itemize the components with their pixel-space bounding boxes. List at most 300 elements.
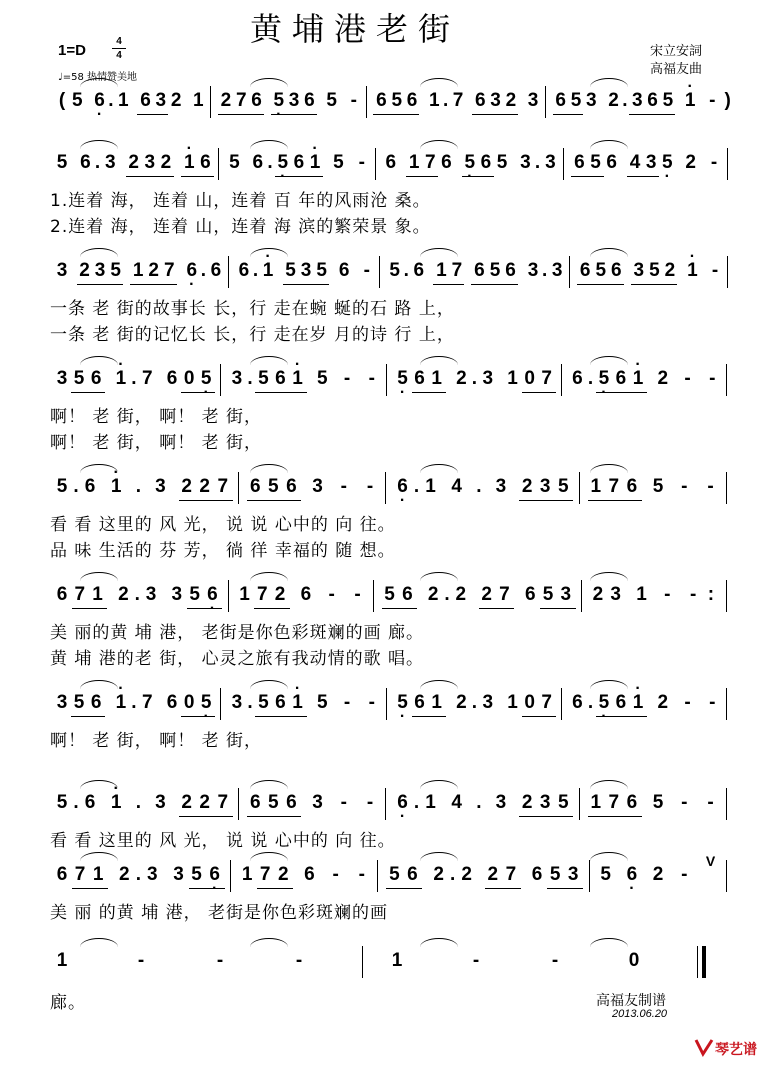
- note: 7: [505, 864, 517, 885]
- note: 5 ·: [275, 150, 291, 176]
- beam: [606, 500, 642, 501]
- note: 7: [425, 152, 436, 173]
- dash: -: [709, 368, 716, 389]
- bar-line: [385, 472, 386, 504]
- note: 6: [300, 584, 312, 605]
- beam: [433, 284, 464, 285]
- dash: -: [368, 692, 375, 713]
- dot: .: [622, 90, 628, 111]
- note: 6 ·: [395, 474, 411, 500]
- note: 3: [495, 792, 507, 813]
- lyric-line: 啊！ 老 街， 啊！ 老 街，: [50, 731, 263, 751]
- note: 1: [132, 260, 144, 281]
- slur: [80, 852, 118, 861]
- note: 7: [541, 368, 552, 389]
- note: 7: [259, 864, 271, 885]
- note: 7: [499, 584, 510, 605]
- note: 5: [389, 864, 400, 885]
- bar-line: [362, 946, 363, 978]
- note: 6: [385, 152, 397, 173]
- note: 3: [56, 260, 68, 281]
- note: 5 ·: [395, 366, 411, 392]
- beam: [71, 716, 105, 717]
- beam: [547, 888, 583, 889]
- note: 6: [572, 368, 583, 389]
- note: 6 ·: [624, 862, 640, 888]
- dot: .: [252, 260, 259, 281]
- note: 3: [490, 90, 501, 111]
- bar-line: [220, 688, 221, 720]
- note: 6: [166, 692, 178, 713]
- note: 3: [173, 864, 184, 885]
- dash: -: [709, 90, 716, 111]
- dot: .: [476, 792, 482, 813]
- note: 6 ·: [184, 258, 200, 284]
- bar-line: [386, 688, 387, 720]
- lyric-line: 一条 老 街的记忆长 长，行 走在岁 月的诗 行 上，: [50, 325, 455, 345]
- notation-symbol: ): [724, 90, 731, 111]
- bar-line: [386, 364, 387, 396]
- note: 6: [286, 792, 297, 813]
- note: 2: [277, 864, 289, 885]
- note: 5 ·: [462, 150, 478, 176]
- breath-mark: V: [705, 853, 716, 869]
- note: 5: [542, 584, 554, 605]
- note: 6: [626, 792, 638, 813]
- note: 3: [56, 692, 68, 713]
- note: 2: [220, 90, 232, 111]
- note: 4: [451, 476, 462, 497]
- note: 6 ·: [207, 862, 223, 888]
- note: · 1: [260, 258, 276, 284]
- note: 1: [239, 584, 250, 605]
- dash: -: [684, 692, 691, 713]
- lyric-line: 一条 老 街的故事长 长，行 走在蜿 蜒的石 路 上，: [50, 299, 455, 319]
- beam: [553, 114, 584, 115]
- note: 6: [80, 152, 91, 173]
- dot: .: [534, 152, 541, 173]
- dot: .: [247, 368, 253, 389]
- beam: [137, 114, 168, 115]
- dash: -: [358, 864, 365, 885]
- note: 3: [147, 864, 158, 885]
- note: 2: [199, 792, 210, 813]
- beam: [382, 608, 418, 609]
- dot: .: [471, 692, 478, 713]
- beam: [571, 176, 603, 177]
- note: 5: [56, 476, 68, 497]
- dash: -: [707, 792, 714, 813]
- dash: -: [472, 950, 480, 971]
- note: 0: [183, 692, 195, 713]
- note: 6: [441, 152, 452, 173]
- note: · 1: [290, 366, 306, 392]
- note: 5 ·: [596, 366, 612, 392]
- slur: [590, 780, 628, 789]
- dash: -: [354, 584, 361, 605]
- note: 2: [199, 476, 210, 497]
- beam: [272, 392, 306, 393]
- beam: [197, 816, 233, 817]
- beam: [272, 716, 306, 717]
- beam: [613, 392, 647, 393]
- note: 3: [105, 152, 116, 173]
- bar-line: [727, 256, 728, 288]
- note: 6: [84, 476, 96, 497]
- note: 1: [391, 950, 403, 971]
- beam: [540, 608, 576, 609]
- note: 5: [110, 260, 121, 281]
- note: 1: [56, 950, 68, 971]
- dot: .: [108, 90, 114, 111]
- note: 3: [539, 792, 551, 813]
- beam: [265, 816, 301, 817]
- lyric-line: 廊。: [50, 993, 86, 1013]
- beam: [389, 114, 420, 115]
- note: 3: [312, 792, 323, 813]
- logo-text: 琴艺谱: [715, 1042, 757, 1058]
- note: 3: [527, 260, 539, 281]
- note: 5 ·: [198, 366, 214, 392]
- note: 6: [615, 368, 627, 389]
- note: 4: [629, 152, 641, 173]
- note: 6: [505, 260, 516, 281]
- beam: [606, 816, 642, 817]
- note: 1: [92, 864, 104, 885]
- note: 5: [590, 152, 601, 173]
- song-title: 黄埔港老街: [250, 10, 461, 48]
- note: 6: [606, 152, 617, 173]
- dash: -: [681, 792, 688, 813]
- note: 3: [545, 152, 556, 173]
- bar-line: [726, 688, 727, 720]
- note: 7: [217, 476, 229, 497]
- bar-line: [385, 788, 386, 820]
- beam: [233, 114, 264, 115]
- dot: .: [131, 692, 137, 713]
- slur: [420, 852, 458, 861]
- logo-icon: [693, 1036, 715, 1058]
- tempo-marking: ♩=58 热情赞美地: [58, 72, 137, 83]
- dot: .: [587, 692, 594, 713]
- note: 6: [56, 864, 68, 885]
- bar-line: [589, 860, 590, 892]
- lyric-line: 黄 埔 港的老 街， 心灵之旅有我动情的歌 唱。: [50, 649, 425, 669]
- bar-line: [220, 364, 221, 396]
- note: 6: [407, 864, 418, 885]
- beam: [72, 608, 108, 609]
- note: 0: [524, 368, 535, 389]
- dot: .: [134, 584, 140, 605]
- bar-line: [579, 788, 580, 820]
- note: 5: [191, 864, 202, 885]
- lyric-line: 1.连着 海， 连着 山，连着 百 年的风雨沧 桑。: [50, 191, 431, 211]
- note: 6: [414, 368, 425, 389]
- slur: [250, 248, 288, 257]
- note: 6: [524, 584, 536, 605]
- arranger-credit: 高福友制谱: [596, 993, 666, 1009]
- dot: .: [135, 476, 142, 497]
- note: 7: [452, 90, 464, 111]
- note: 3: [300, 260, 312, 281]
- note: 0: [524, 692, 535, 713]
- note: 6: [166, 368, 178, 389]
- dot: .: [267, 152, 273, 173]
- note: 6: [531, 864, 543, 885]
- beam: [286, 114, 317, 115]
- dash: -: [551, 950, 559, 971]
- beam: [257, 888, 293, 889]
- note: 2: [148, 260, 159, 281]
- note: 3: [288, 90, 300, 111]
- note: 3: [610, 584, 621, 605]
- dash: -: [664, 584, 671, 605]
- note: 1: [241, 864, 253, 885]
- key-signature: 1=D: [58, 42, 86, 59]
- note: 5: [285, 260, 296, 281]
- note: 2: [487, 864, 499, 885]
- bar-line: [726, 364, 727, 396]
- beam: [298, 284, 329, 285]
- bar-line: [726, 860, 727, 892]
- dot: .: [542, 260, 548, 281]
- slur: [250, 938, 288, 947]
- note: 2: [118, 584, 129, 605]
- arrangement-date: 2013.06.20: [612, 1008, 668, 1020]
- note: · 1: [307, 150, 323, 176]
- beam: [627, 176, 659, 177]
- bar-line: [569, 256, 570, 288]
- dash: -: [363, 260, 370, 281]
- note: 5: [662, 90, 674, 111]
- note: 5 ·: [659, 150, 675, 176]
- note: 3: [495, 476, 507, 497]
- note: 6: [474, 260, 485, 281]
- dash: -: [366, 792, 374, 813]
- note: 6: [84, 792, 96, 813]
- dash: -: [711, 260, 719, 281]
- note: 3: [551, 260, 563, 281]
- slur: [80, 248, 118, 257]
- beam: [71, 392, 105, 393]
- slur: [80, 938, 118, 947]
- note: 6: [210, 260, 222, 281]
- dot: .: [135, 792, 142, 813]
- bar-line: [697, 946, 698, 978]
- note: 7: [608, 792, 620, 813]
- note: 6: [238, 260, 250, 281]
- note: 5: [384, 584, 395, 605]
- note: 6: [249, 792, 261, 813]
- note: 2: [664, 260, 676, 281]
- note: 3: [560, 584, 572, 605]
- slur: [250, 680, 288, 689]
- note: 6: [572, 692, 583, 713]
- beam: [181, 176, 213, 177]
- dash: -: [295, 950, 303, 971]
- note: 6: [90, 368, 102, 389]
- note: 5 ·: [198, 690, 214, 716]
- note: 5: [56, 792, 68, 813]
- beam: [645, 114, 676, 115]
- bar-line: [579, 472, 580, 504]
- slur: [420, 464, 458, 473]
- note: 6: [376, 90, 387, 111]
- note: 1: [193, 90, 204, 111]
- slur: [420, 140, 458, 149]
- slur: [250, 356, 288, 365]
- note: 2: [481, 584, 492, 605]
- beam: [537, 500, 573, 501]
- dash: -: [358, 152, 365, 173]
- note: 6: [402, 584, 413, 605]
- note: 5: [73, 368, 85, 389]
- bar-line: [375, 148, 376, 180]
- note: 0: [628, 950, 640, 971]
- note: 1: [431, 692, 442, 713]
- lyric-line: 美 丽 的黄 埔 港， 老街是你色彩斑斓的画: [50, 903, 389, 923]
- note: 6: [252, 152, 264, 173]
- note: 3: [527, 90, 539, 111]
- dot: .: [413, 476, 420, 497]
- note: 3: [312, 476, 323, 497]
- note: 1: [117, 90, 129, 111]
- beam: [146, 284, 177, 285]
- slur: [590, 78, 628, 87]
- dash: -: [684, 368, 691, 389]
- dot: .: [73, 792, 79, 813]
- bar-line: [561, 364, 562, 396]
- note: 6: [293, 152, 305, 173]
- note: 1: [590, 476, 602, 497]
- bar-line: [377, 860, 378, 892]
- bar-line: [726, 472, 727, 504]
- slur: [590, 680, 628, 689]
- slur: [420, 680, 458, 689]
- note: 6: [56, 584, 68, 605]
- note: 1: [507, 368, 518, 389]
- note: 6: [338, 260, 350, 281]
- dot: .: [413, 792, 420, 813]
- beam: [593, 284, 624, 285]
- slur: [590, 572, 628, 581]
- note: · 1: [113, 690, 129, 716]
- beam: [479, 608, 515, 609]
- bar-line: [379, 256, 380, 288]
- note: 6: [647, 90, 658, 111]
- slur: [250, 140, 288, 149]
- slur: [250, 780, 288, 789]
- note: 5: [268, 476, 279, 497]
- note: 5: [72, 90, 83, 111]
- note: 6: [413, 260, 425, 281]
- slur: [250, 852, 288, 861]
- bar-line: [210, 86, 211, 118]
- time-signature: [112, 36, 126, 61]
- note: 1: [636, 584, 647, 605]
- note: 1: [92, 584, 103, 605]
- note: 5 ·: [596, 690, 612, 716]
- note: 6: [275, 368, 286, 389]
- note: 1: [428, 90, 440, 111]
- note: 5: [316, 692, 328, 713]
- dash: -: [707, 476, 714, 497]
- note: 2: [433, 864, 444, 885]
- note: 5: [56, 152, 68, 173]
- note: · 1: [630, 690, 646, 716]
- beam: [613, 716, 647, 717]
- note: 7: [163, 260, 175, 281]
- note: 3: [645, 152, 657, 173]
- dash: -: [343, 692, 351, 713]
- slur: [420, 938, 458, 947]
- note: 3: [539, 476, 551, 497]
- slur: [250, 572, 288, 581]
- note: 6: [251, 90, 262, 111]
- beam: [537, 816, 573, 817]
- note: 2: [79, 260, 90, 281]
- dash: -: [350, 90, 357, 111]
- note: 5: [557, 792, 569, 813]
- note: 5 ·: [271, 88, 287, 114]
- note: 7: [74, 864, 86, 885]
- note: 6: [626, 476, 638, 497]
- note: 7: [142, 692, 153, 713]
- bar-line: [545, 86, 546, 118]
- dot: .: [442, 90, 449, 111]
- note: 1: [425, 792, 436, 813]
- dot: .: [247, 692, 253, 713]
- dash: -: [328, 584, 335, 605]
- note: 2: [521, 792, 533, 813]
- dot: .: [73, 476, 79, 497]
- note: 7: [256, 584, 268, 605]
- bar-line: [373, 580, 374, 612]
- lyric-line: 啊！ 老 街， 啊！ 老 街，: [50, 407, 263, 427]
- final-bar-line: [702, 946, 706, 978]
- slur: [420, 780, 458, 789]
- note: 3: [567, 864, 579, 885]
- dash: -: [710, 152, 718, 173]
- note: 3: [631, 90, 643, 111]
- note: 1: [436, 260, 447, 281]
- note: 1: [507, 692, 518, 713]
- note: 6: [140, 90, 151, 111]
- note: 1: [590, 792, 602, 813]
- note: 6: [615, 692, 627, 713]
- slur: [590, 356, 628, 365]
- beam: [265, 500, 301, 501]
- note: 3: [482, 692, 494, 713]
- note: 5: [549, 864, 561, 885]
- beam: [522, 392, 556, 393]
- slur: [250, 464, 288, 473]
- bar-line: [218, 148, 219, 180]
- beam: [485, 888, 521, 889]
- note: 2: [128, 152, 139, 173]
- lyric-line: 2.连着 海， 连着 山，连着 海 滨的繁荣景 象。: [50, 217, 431, 237]
- note: 3: [171, 584, 183, 605]
- note: 5: [326, 90, 337, 111]
- dot: .: [131, 368, 137, 389]
- bar-line: [581, 580, 582, 612]
- slur: [590, 852, 628, 861]
- note: 3: [94, 260, 106, 281]
- note: 3: [633, 260, 645, 281]
- dot: .: [444, 584, 450, 605]
- slur: [250, 78, 288, 87]
- note: 5: [316, 368, 328, 389]
